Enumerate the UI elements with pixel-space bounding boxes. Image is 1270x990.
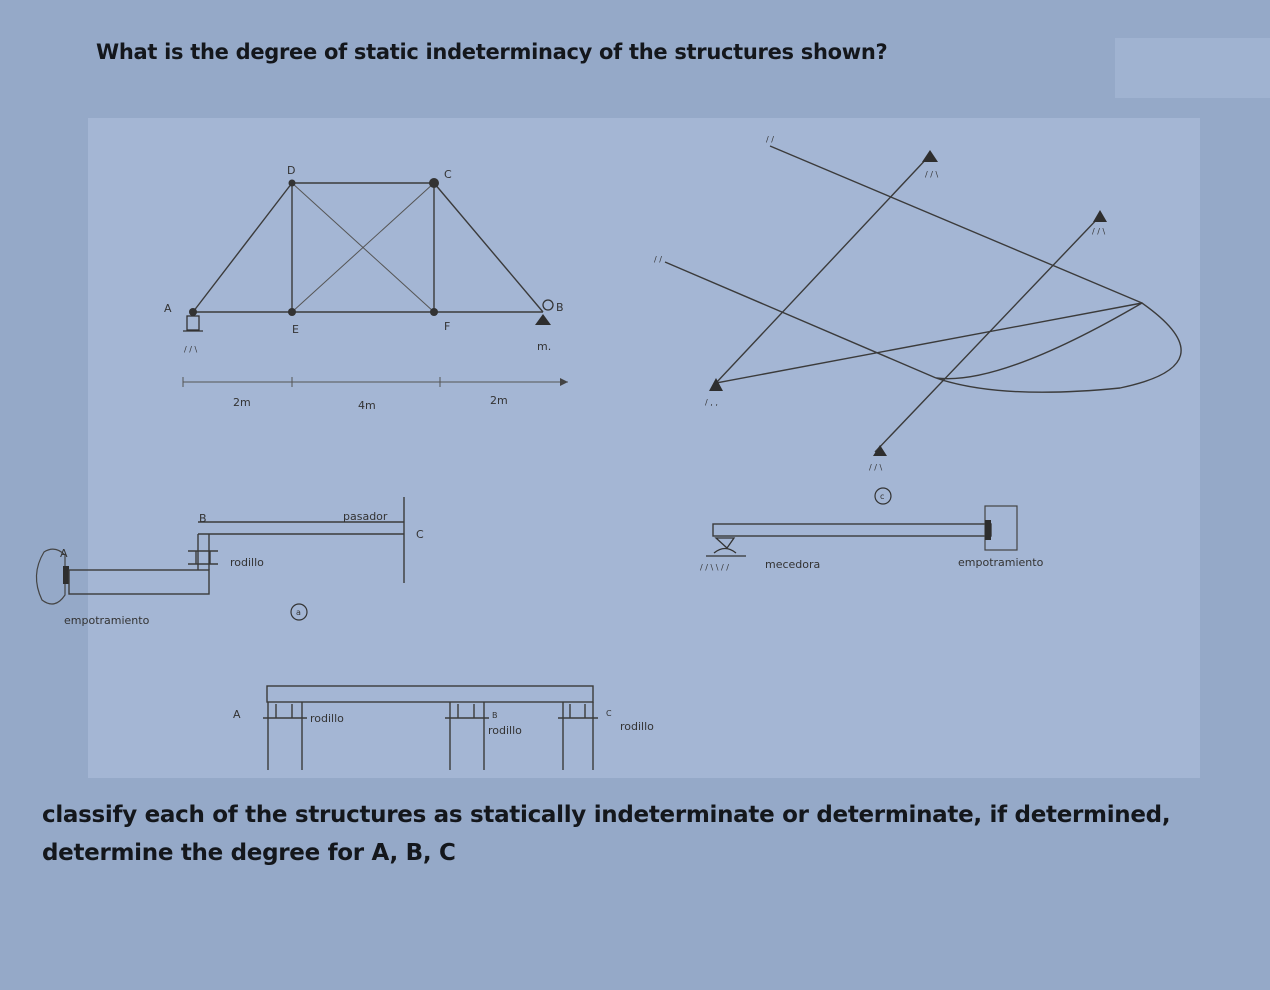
beam-label-c: C — [606, 709, 612, 718]
pin-support-icon — [873, 445, 887, 456]
beam-roller-1: rodillo — [310, 712, 344, 725]
beam-roller-2: rodillo — [488, 724, 522, 737]
joint-e — [288, 308, 296, 316]
truss-label-d: D — [287, 164, 296, 177]
joint-a — [189, 308, 197, 316]
arch-frame-structure — [654, 135, 1181, 472]
frame-a-circle: a — [296, 608, 301, 617]
instructions — [42, 796, 1222, 872]
svg-text:/ , ,: / , , — [705, 398, 718, 407]
svg-text:/ /: / / — [766, 135, 774, 144]
truss-label-c: C — [444, 168, 452, 181]
instructions-line-2: determine the degree for A, B, C — [42, 840, 456, 866]
support-a-icon — [183, 316, 203, 354]
question-heading: What is the degree of static indeterminacy of the structures shown? — [96, 40, 888, 64]
joint-c — [429, 178, 439, 188]
frame-a-label-a: A — [60, 547, 68, 560]
truss-structure — [164, 164, 568, 412]
frame-a-fixed: empotramiento — [64, 614, 150, 627]
truss-label-a: A — [164, 302, 172, 315]
svg-text:/ / \: / / \ — [925, 170, 939, 179]
beam-label-a: A — [233, 708, 241, 721]
frame-a-label-b: B — [199, 512, 207, 525]
frame-c-right: empotramiento — [958, 556, 1044, 569]
rocker-support-icon — [716, 538, 734, 548]
frame-a-walkway: pasador — [343, 510, 388, 523]
joint-f — [430, 308, 438, 316]
frame-a-structure — [36, 497, 424, 627]
truss-label-b: B — [556, 301, 564, 314]
frame-a-label-c: C — [416, 528, 424, 541]
frame-c-structure — [700, 488, 1044, 572]
frame-c-left: mecedora — [765, 558, 821, 571]
dim-1: 2m — [233, 396, 251, 409]
frame-a-roller: rodillo — [230, 556, 264, 569]
svg-text:/ / \ \ / /: / / \ \ / / — [700, 563, 729, 572]
dim-3: 2m — [490, 394, 508, 407]
truss-label-e: E — [292, 323, 299, 336]
instructions-line-1: classify each of the structures as statically indeterminate or determinate, if determined, — [42, 802, 1171, 828]
pin-support-icon — [709, 378, 723, 391]
joint-d — [289, 180, 296, 187]
svg-text:/ / \: / / \ — [184, 345, 198, 354]
svg-text:/ /: / / — [654, 255, 662, 264]
dim-2: 4m — [358, 399, 376, 412]
svg-text:/ / \: / / \ — [1092, 227, 1106, 236]
pin-support-icon — [922, 150, 938, 162]
frame-c-circle: c — [880, 492, 885, 501]
beam-label-b: B — [492, 711, 498, 720]
svg-text:/ / \: / / \ — [869, 463, 883, 472]
support-mark: m. — [537, 340, 552, 353]
truss-label-f: F — [444, 320, 451, 333]
beam-roller-3: rodillo — [620, 720, 654, 733]
beam-structure — [233, 686, 654, 770]
pin-support-icon — [1093, 210, 1107, 222]
